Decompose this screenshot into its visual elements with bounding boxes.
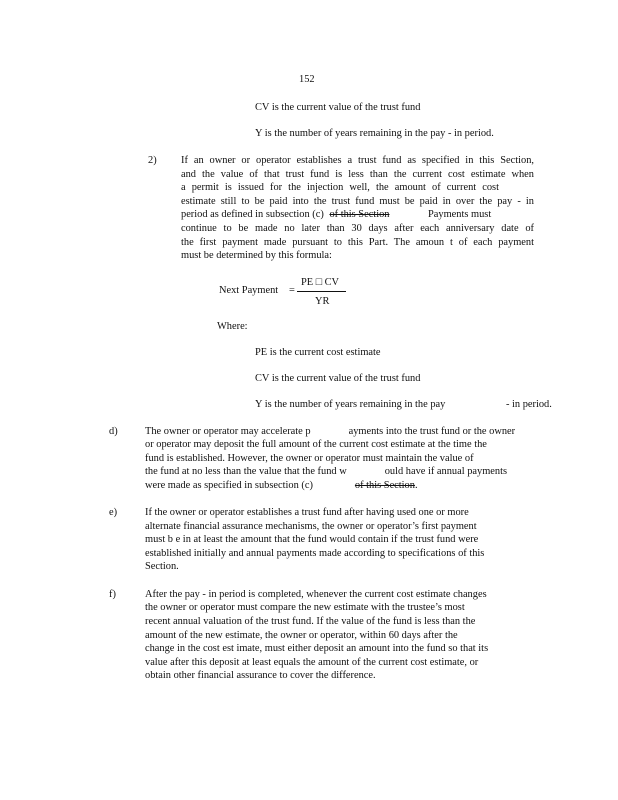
paragraph-line: estimate still to be paid into the trust fund must be paid in over the pay - in (181, 196, 534, 207)
formula-label: Next Payment (219, 285, 279, 296)
formula-numerator: PE □ CV (301, 277, 340, 288)
line-text: were made as specified in subsection (c) (145, 480, 313, 491)
paragraph-line: fund is established. However, the owner or operator must maintain the value of (145, 453, 474, 464)
line-text: the fund at no less than the value that the fund w (145, 466, 347, 477)
where-y (255, 398, 552, 412)
paragraph-line: amount of the new estimate, the owner or operator, within 60 days after the (145, 630, 458, 641)
paragraph-line: must be determined by this formula: (181, 250, 332, 261)
where-cv: CV is the current value of the trust fund (255, 373, 421, 384)
page-number: 152 (299, 74, 315, 85)
paragraph-line: Payments must (428, 209, 492, 220)
line-text: ayments into the trust fund or the owner (348, 426, 516, 437)
paragraph-line: After the pay - in period is completed, whenever the current cost estimate changes (145, 589, 487, 600)
definition-cv: CV is the current value of the trust fund (255, 102, 421, 113)
line-text: . (414, 480, 418, 491)
paragraph-line: a permit is issued for the injection well, the amount of current cost (181, 182, 499, 193)
struck-text: of this Section (329, 209, 390, 220)
paragraph-line: continue to be made no later than 30 days after each anniversary date of (181, 223, 534, 234)
fraction-bar (297, 291, 346, 292)
definition-y: Y is the number of years remaining in the pay - in period. (255, 128, 494, 139)
paragraph-line: obtain other financial assurance to cover the difference. (145, 670, 376, 681)
paragraph-line (145, 479, 418, 493)
formula-equals: = (289, 285, 295, 296)
struck-text: of this Section (354, 480, 415, 491)
paragraph-line: must b e in at least the amount that the fund would contain if the trust fund were (145, 534, 479, 545)
paragraph-line (145, 425, 515, 439)
where-y-text: Y is the number of years remaining in the pay (255, 399, 446, 410)
item-letter: d) (109, 426, 118, 437)
where-pe: PE is the current cost estimate (255, 347, 381, 358)
paragraph-line: the owner or operator must compare the new estimate with the trustee’s most (145, 602, 465, 613)
paragraph-line: value after this deposit at least equals the amount of the current cost estimate, or (145, 657, 479, 668)
paragraph-line: alternate financial assurance mechanisms, the owner or operator’s first payment (145, 521, 477, 532)
item-number: 2) (148, 155, 157, 166)
where-y-end: - in period. (505, 399, 552, 410)
formula-denominator: YR (315, 296, 330, 307)
paragraph-line: Section. (145, 561, 179, 572)
paragraph-line: recent annual valuation of the trust fund. If the value of the fund is less than the (145, 616, 476, 627)
line-text: ould have if annual payments (384, 466, 508, 477)
paragraph-line: If an owner or operator establishes a trust fund as specified in this Section, (181, 155, 534, 166)
item-letter: e) (109, 507, 118, 518)
line-text: The owner or operator may accelerate p (145, 426, 311, 437)
item-letter: f) (109, 589, 116, 600)
where-label: Where: (217, 321, 248, 332)
paragraph-line: and the value of that trust fund is less than the current cost estimate when (181, 169, 534, 180)
paragraph-line: change in the cost est imate, must either deposit an amount into the fund so that its (145, 643, 489, 654)
paragraph-line (181, 208, 389, 222)
paragraph-line: If the owner or operator establishes a trust fund after having used one or more (145, 507, 469, 518)
paragraph-line: or operator may deposit the full amount of the current cost estimate at the time the (145, 439, 487, 450)
paragraph-line: established initially and annual payments made according to specifications of this (145, 548, 485, 559)
line-text: period as defined in subsection (c) (181, 209, 324, 220)
paragraph-line: the first payment made pursuant to this Part. The amoun t of each payment (181, 237, 534, 248)
paragraph-line (145, 465, 507, 479)
